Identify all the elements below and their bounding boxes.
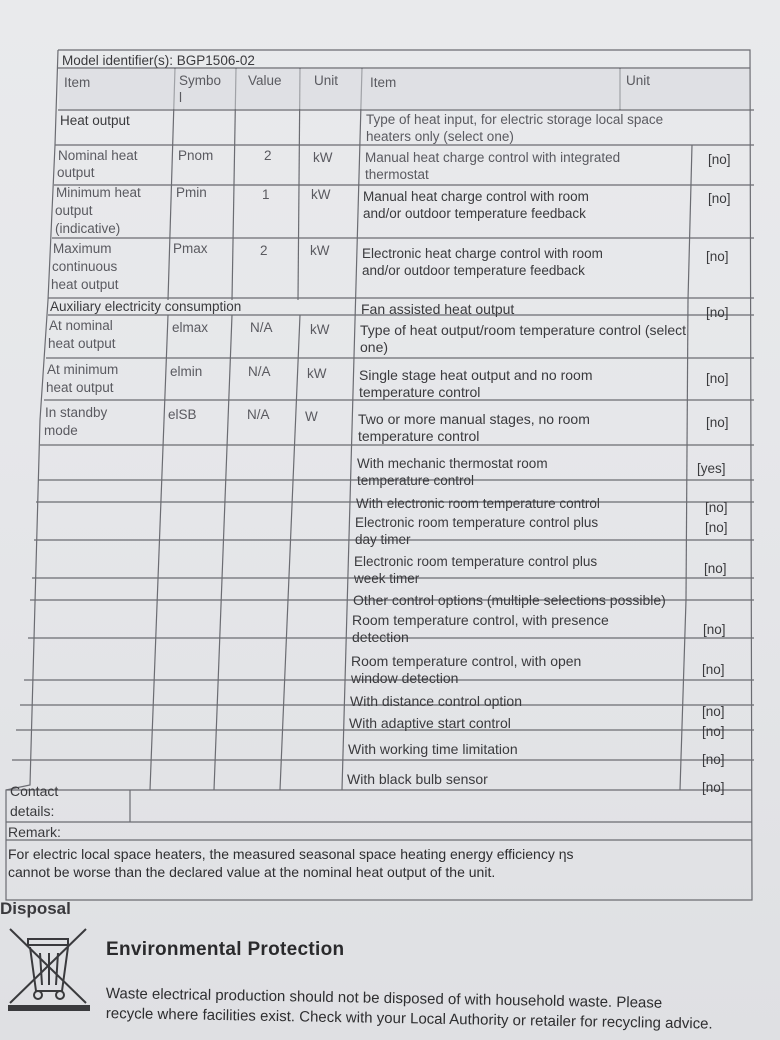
- right-item-text: Type of heat input, for electric storage local space: [366, 112, 664, 127]
- right-item-text: Room temperature control, with open: [351, 653, 582, 669]
- item-text: Minimum heat: [56, 185, 141, 200]
- waste-text-line2: recycle where facilities exist. Check with your Local Authority or retailer for recycling advice.: [105, 1004, 713, 1033]
- item-text: output: [55, 203, 93, 218]
- right-item-text: Room temperature control, with presence: [352, 612, 609, 628]
- right-item-text: day timer: [355, 532, 411, 547]
- item-text: mode: [44, 423, 78, 438]
- item-text: continuous: [52, 259, 118, 274]
- right-item-text: and/or outdoor temperature feedback: [363, 206, 586, 221]
- right-value: [no]: [706, 249, 729, 264]
- right-item-text: one): [360, 339, 389, 355]
- header-unit: Unit: [314, 73, 339, 88]
- right-item-text: With black bulb sensor: [347, 771, 488, 787]
- remark-line2: cannot be worse than the declared value at the nominal heat output of the unit.: [8, 864, 496, 880]
- right-item-text: window detection: [351, 670, 459, 686]
- value-cell: 1: [262, 187, 270, 202]
- remark-title: Remark:: [8, 824, 61, 840]
- symbol-cell: elSB: [168, 407, 197, 422]
- right-item-text: With electronic room temperature control: [356, 496, 600, 511]
- right-item-text: Electronic room temperature control plus: [354, 554, 598, 569]
- right-value: [no]: [704, 561, 727, 576]
- right-value: [no]: [705, 520, 728, 535]
- env-protection-heading: Environmental Protection: [106, 939, 345, 960]
- model-identifier: Model identifier(s): BGP1506-02: [62, 53, 255, 68]
- right-item-text: Type of heat output/room temperature control (select: [360, 322, 687, 338]
- value-cell: N/A: [248, 364, 271, 379]
- value-cell: 2: [264, 148, 272, 163]
- item-text: At minimum: [47, 362, 119, 377]
- contact-label-line2: details:: [10, 803, 55, 819]
- right-item-text: Two or more manual stages, no room: [358, 411, 590, 427]
- right-value: [yes]: [697, 461, 726, 476]
- symbol-cell: Pmax: [173, 241, 208, 256]
- right-item-text: With adaptive start control: [349, 715, 511, 731]
- right-item-text: temperature control: [358, 428, 480, 444]
- right-value: [no]: [703, 622, 726, 637]
- symbol-cell: elmax: [172, 320, 209, 335]
- right-item-text: Manual heat charge control with room: [363, 189, 589, 204]
- right-value: [no]: [702, 752, 725, 767]
- right-value: [no]: [706, 305, 729, 320]
- right-item-text: Fan assisted heat output: [361, 301, 515, 317]
- unit-cell: kW: [310, 322, 330, 337]
- header-value: Value: [248, 73, 282, 88]
- right-value: [no]: [702, 662, 725, 677]
- item-text: At nominal: [49, 318, 113, 333]
- right-item-text: Other control options (multiple selections possible): [353, 592, 666, 608]
- right-value: [no]: [702, 724, 725, 739]
- header-symbol-l2: l: [179, 90, 182, 105]
- symbol-cell: elmin: [170, 364, 203, 379]
- symbol-cell: Pmin: [176, 185, 207, 200]
- item-text: heat output: [48, 336, 116, 351]
- disposal-heading: Disposal: [0, 899, 71, 918]
- right-item-text: Electronic heat charge control with room: [362, 246, 603, 261]
- header-symbol: Symbo: [179, 73, 222, 88]
- unit-cell: kW: [310, 243, 330, 258]
- right-item-text: detection: [352, 629, 409, 645]
- waste-text-line1: Waste electrical production should not be disposed of with household waste. Please: [105, 984, 663, 1012]
- item-text: heat output: [51, 277, 119, 292]
- right-item-text: temperature control: [357, 473, 475, 488]
- item-text: (indicative): [55, 221, 121, 236]
- remark-line1: For electric local space heaters, the measured seasonal space heating energy efficiency ηs: [8, 846, 574, 862]
- right-value: [no]: [706, 371, 729, 386]
- right-value: [no]: [708, 152, 731, 167]
- item-text: In standby: [45, 405, 108, 420]
- right-item-text: thermostat: [365, 167, 429, 182]
- unit-cell: kW: [311, 187, 331, 202]
- right-value: [no]: [705, 500, 728, 515]
- item-text: output: [57, 165, 95, 180]
- symbol-cell: Pnom: [178, 148, 214, 163]
- value-cell: N/A: [250, 320, 273, 335]
- right-item-text: and/or outdoor temperature feedback: [362, 263, 585, 278]
- header-item: Item: [64, 75, 91, 90]
- right-value: [no]: [706, 415, 729, 430]
- heat-output-label: Heat output: [60, 113, 130, 128]
- right-item-text: Single stage heat output and no room: [359, 367, 593, 383]
- right-item-text: week timer: [354, 571, 420, 586]
- contact-label-line1: Contact: [10, 783, 59, 799]
- header-right-item: Item: [370, 75, 397, 90]
- right-value: [no]: [702, 704, 725, 719]
- unit-cell: W: [305, 409, 318, 424]
- right-item-text: temperature control: [359, 384, 481, 400]
- right-value: [no]: [702, 780, 725, 795]
- header-right-unit: Unit: [626, 73, 651, 88]
- unit-cell: kW: [307, 366, 327, 381]
- item-text: Maximum: [53, 241, 112, 256]
- aux-title: Auxiliary electricity consumption: [50, 299, 242, 314]
- right-item-text: With distance control option: [350, 693, 522, 709]
- right-value: [no]: [708, 191, 731, 206]
- right-item-text: Manual heat charge control with integrated: [365, 150, 621, 165]
- item-text: Nominal heat: [58, 148, 138, 163]
- value-cell: N/A: [247, 407, 270, 422]
- right-item-text: Electronic room temperature control plus: [355, 515, 599, 530]
- value-cell: 2: [260, 243, 268, 258]
- right-item-text: With working time limitation: [348, 741, 518, 757]
- item-text: heat output: [46, 380, 114, 395]
- unit-cell: kW: [313, 150, 333, 165]
- weee-bin-icon: [6, 925, 96, 1015]
- right-item-text: With mechanic thermostat room: [357, 456, 548, 471]
- right-item-text: heaters only (select one): [366, 129, 514, 144]
